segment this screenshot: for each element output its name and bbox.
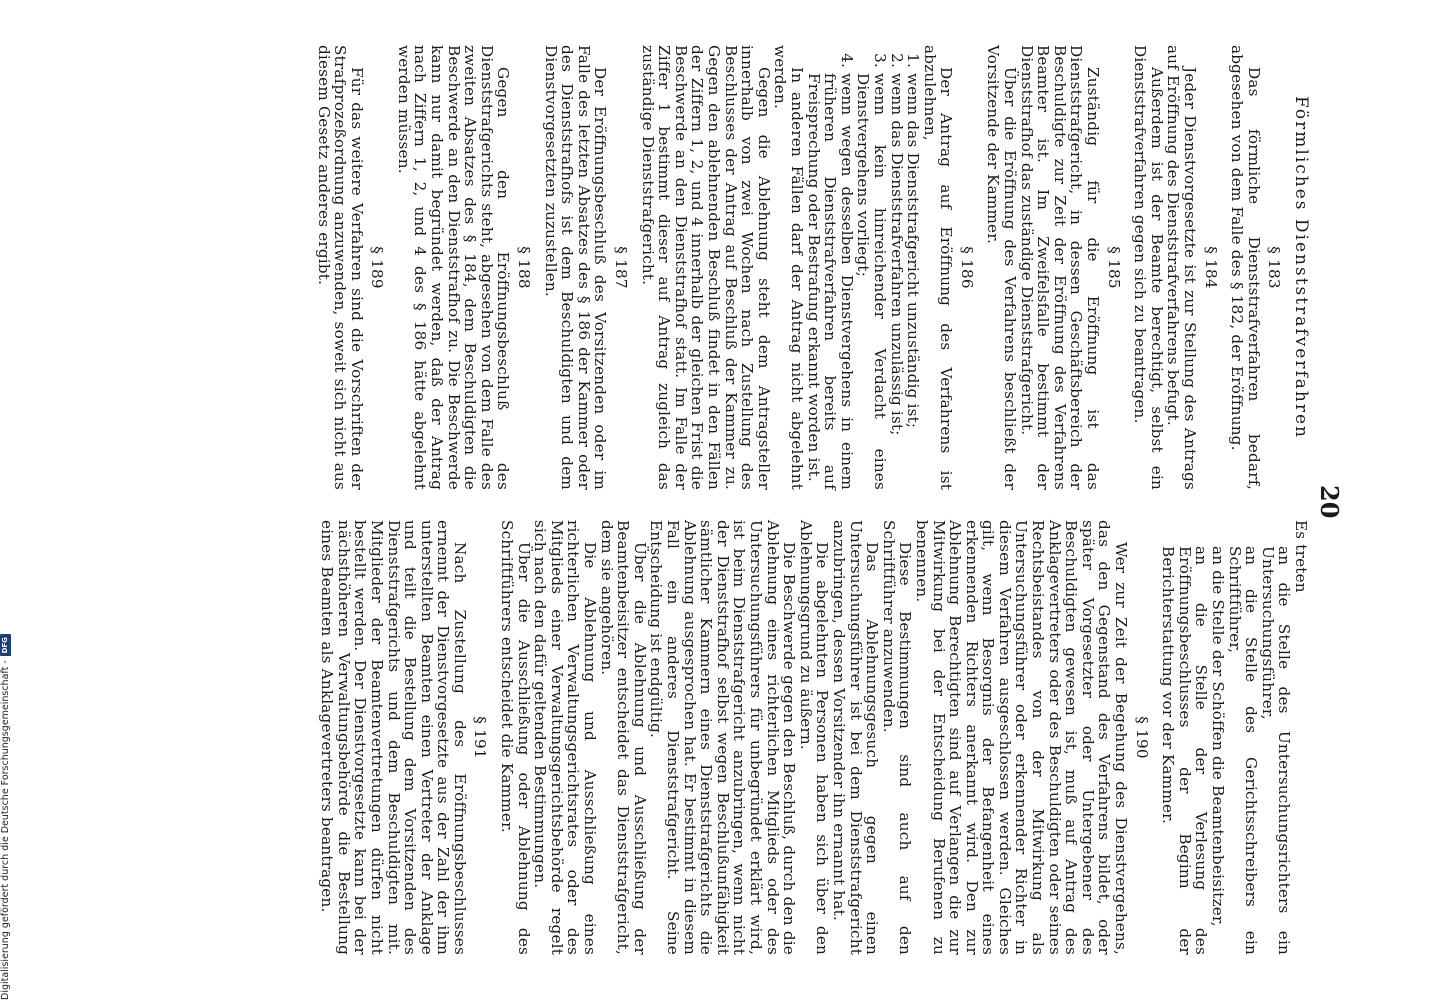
body-paragraph: Jeder Dienstvorgesetzte ist zur Stellung des Antrags auf Eröffnung des Dienststrafverfahrens befugt. <box>1164 45 1200 490</box>
substitution-line: an die Stelle der Verlesung des Eröffnungsbeschlusses der Beginn der Berichterstattung vor der Kammer. <box>1159 546 1211 955</box>
body-paragraph: Für das weitere Verfahren sind die Vorschriften der Strafprozeßordnung anzuwenden, soweit sich nicht aus diesem Gesetz anderes ergibt. <box>314 45 366 490</box>
body-paragraph: Wer zur Zeit der Begehung des Dienstvergehens, das den Gegenstand des Verfahrens bildet, oder später Vorgesetzter oder Untergebener des Beschuldigten gewesen ist, muß auf Antrag des Anklagevertreters oder des Beschuldigten oder seines Rechtsbeistandes von der Mitwirkung als Untersuchungsführer oder erkennender Richter in diesem Verfahren ausgeschlossen werden. Gleiches gilt, wenn Besorgnis der Befangenheit eines erkennenden Richters anerkannt wird. Den zur Ablehnung Berechtigten sind auf Verlangen die zur Mitwirkung bei der Entscheidung Berufenen zu benennen. <box>912 520 1131 955</box>
digitization-credit <box>0 634 11 1000</box>
substitution-line: an die Stelle der Schöffen die Beamtenbeisitzer, <box>1209 546 1228 927</box>
page-number: 20 <box>1315 485 1344 519</box>
paragraph-heading: § 188 <box>515 246 534 289</box>
body-paragraph: Es treten <box>1292 520 1310 593</box>
paragraph-heading: § 185 <box>1104 246 1123 289</box>
body-paragraph: Über die Eröffnung des Verfahrens beschließt der Vorsitzende der Kammer. <box>984 45 1020 490</box>
section-title: Förmliches Dienststrafverfahren <box>1291 96 1311 439</box>
paragraph-heading: § 187 <box>612 246 631 289</box>
body-paragraph: Die abgelehnten Personen haben sich über den Ablehnungsgrund zu äußern. <box>796 520 832 955</box>
paragraph-heading: § 183 <box>1265 246 1284 289</box>
body-paragraph: Nach Zustellung des Eröffnungsbeschlusses ernennt der Dienstvorgesetzte aus der Zahl der ihm unterstellten Beamten einen Vertreter der Anklage und teilt die Bestellung dem Vorsitzenden des Dienststrafgerichts und dem Beschuldigten mit. Mitglieder der Beamtenvertretungen dürfen nicht bestellt werden. Der Dienstvorgesetzte kann bei der nächsthöheren Verwaltungsbehörde die Bestellung eines Beamten als Anklagevertreters beantragen. <box>318 520 469 955</box>
list-item: 1. wenn das Dienststrafgericht unzuständig ist; <box>905 73 922 490</box>
numbered-list <box>805 45 921 490</box>
paragraph-heading: § 184 <box>1201 246 1220 289</box>
substitution-line: an die Stelle des Untersuchungsrichters ein Untersuchungsführer, <box>1258 546 1294 955</box>
body-paragraph: In anderen Fällen darf der Antrag nicht abgelehnt werden. <box>771 45 806 490</box>
paragraph-heading: § 186 <box>957 246 976 289</box>
paragraph-heading: § 190 <box>1132 716 1151 759</box>
body-paragraph: Das förmliche Dienststrafverfahren bedarf, abgesehen von dem Falle des § 182, der Eröffnung. <box>1228 45 1263 490</box>
body-paragraph: Gegen die Ablehnung steht dem Antragsteller innerhalb von zwei Wochen nach Zustellung des Beschlusses der Antrag auf Beschluß der Kammer zu. Gegen den ablehnenden Beschluß findet in den Fällen der Ziffern 1, 2, und 4 innerhalb der gleichen Frist die Beschwerde an den Dienststrafhof statt. Im Falle der Ziffer 1 bestimmt dieser auf Antrag zugleich das zuständige Dienststrafgericht. <box>638 45 773 490</box>
body-paragraph: Diese Bestimmungen sind auch auf den Schriftführer anzuwenden. <box>879 520 915 955</box>
body-paragraph: Gegen den Eröffnungsbeschluß des Dienststrafgerichts steht, abgesehen von dem Falle des zweiten Absatzes des § 184, dem Beschuldigten die Beschwerde an den Dienststrafhof zu. Die Beschwerde kann nur damit begründet werden, daß der Antrag nach Ziffern 1, 2, und 4 des § 186 hätte abgelehnt werden müssen. <box>394 45 513 490</box>
body-paragraph: Der Antrag auf Eröffnung des Verfahrens ist abzulehnen, <box>920 45 956 490</box>
body-paragraph: Die Ablehnung und Ausschließung eines richterlichen Verwaltungsgerichtsrates oder des Mitglieds einer Verwaltungsgerichtsbehörde regelt sich nach den dafür geltenden Bestimmungen. <box>531 520 600 955</box>
left-text-column <box>315 45 1309 490</box>
list-item: 3. wenn kein hinreichender Verdacht eines Dienstvergehens vorliegt; <box>855 73 888 490</box>
credit-text: Digitalisierung gefördert durch die Deutsche Forschungsgemeinschaft - <box>0 660 11 1000</box>
right-text-column <box>319 520 1309 955</box>
list-item: 4. wenn wegen desselben Dienstvergehens in einem früheren Dienststrafverfahren bereits auf Freisprechung oder Bestrafung erkannt worden ist. <box>805 73 855 490</box>
body-paragraph: Über die Ausschließung oder Ablehnung des Schriftführers entscheidet die Kammer. <box>498 520 533 955</box>
dfg-logo-icon: DFG <box>0 634 11 656</box>
paragraph-heading: § 189 <box>368 246 387 289</box>
body-paragraph: Über die Ablehnung und Ausschließung der Beamtenbeisitzer entscheidet das Dienststrafgericht, dem sie angehören. <box>597 520 649 955</box>
body-paragraph: Zuständig für die Eröffnung ist das Dienststrafgericht, in dessen Geschäftsbereich der Beschuldigte zur Zeit der Eröffnung des Verfahrens Beamter ist. Im Zweifelsfalle bestimmt der Dienststrafhof das zuständige Dienststrafgericht. <box>1017 45 1103 490</box>
substitution-line: an die Stelle des Gerichtsschreibers ein Schriftführer, <box>1225 546 1261 955</box>
paragraph-heading: § 191 <box>471 716 490 759</box>
body-paragraph: Das Ablehnungsgesuch gegen einen Untersuchungsführer ist bei dem Dienststrafgericht anzubringen, dessen Vorsitzender ihn ernannt hat. <box>829 520 882 955</box>
body-paragraph: Der Eröffnungsbeschluß des Vorsitzenden oder im Falle des letzten Absatzes des § 186 der Kammer oder des Dienststrafhofs ist dem Beschuldigten und dem Dienstvorgesetzten zuzustellen. <box>541 45 610 490</box>
body-paragraph: Die Beschwerde gegen den Beschluß, durch den die Ablehnung eines richterlichen Mitglieds oder des Untersuchungsführers für unbegründet erklärt wird, ist beim Dienststrafgericht anzubringen, wenn nicht der Dienststrafhof selbst wegen Beschlußunfähigkeit sämtlicher Kammern eines Dienststrafgerichts die Ablehnung ausgesprochen hat. Er bestimmt in diesem Fall ein anderes Dienststrafgericht. Seine Entscheidung ist endgültig. <box>647 520 799 955</box>
list-item: 2. wenn das Dienststrafverfahren unzulässig ist; <box>888 73 905 490</box>
body-paragraph: Außerdem ist der Beamte berechtigt, selbst ein Dienststrafverfahren gegen sich zu beantragen. <box>1131 45 1166 490</box>
